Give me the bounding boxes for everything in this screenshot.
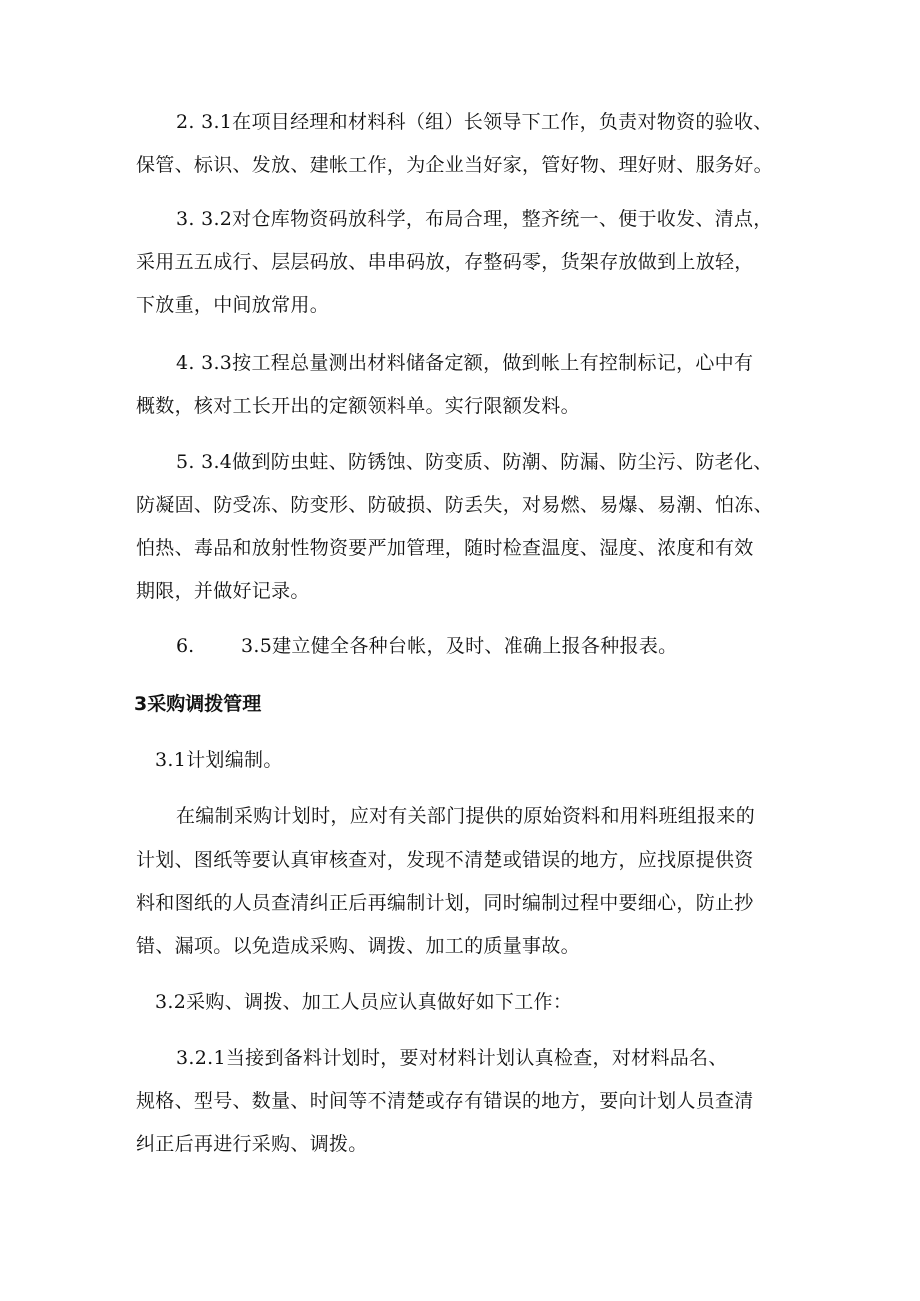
item-5-line-2: 防凝固、防受冻、防变形、防破损、防丢失，对易燃、易爆、易潮、怕冻、 [136, 494, 773, 516]
item-2-line-1: 2. 3.1在项目经理和材料科（组）长领导下工作，负责对物资的验收、 [176, 111, 773, 133]
item-4-line-1: 4. 3.3按工程总量测出材料储备定额，做到帐上有控制标记，心中有 [176, 352, 754, 374]
plan-paragraph-line-3: 料和图纸的人员查清纠正后再编制计划，同时编制过程中要细心，防止抄 [136, 892, 754, 914]
procurement-paragraph-line-2: 规格、型号、数量、时间等不清楚或存有错误的地方，要向计划人员查清 [136, 1090, 754, 1112]
subsection-3-2-title: 3.2采购、调拨、加工人员应认真做好如下工作： [155, 991, 573, 1013]
item-5-line-4: 期限，并做好记录。 [136, 580, 310, 602]
item-3-line-2: 采用五五成行、层层码放、串串码放，存整码零，货架存放做到上放轻， [136, 251, 754, 273]
item-5-line-3: 怕热、毒品和放射性物资要严加管理，随时检查温度、湿度、浓度和有效 [136, 537, 754, 559]
item-6-number: 6. [176, 635, 195, 657]
subsection-3-1-title: 3.1计划编制。 [155, 749, 283, 771]
plan-paragraph-line-1: 在编制采购计划时，应对有关部门提供的原始资料和用料班组报来的 [176, 805, 756, 827]
plan-paragraph-line-2: 计划、图纸等要认真审核查对，发现不清楚或错误的地方，应找原提供资 [136, 849, 754, 871]
item-3-line-1: 3. 3.2对仓库物资码放科学，布局合理，整齐统一、便于收发、清点， [176, 208, 773, 230]
item-4-line-2: 概数，核对工长开出的定额领料单。实行限额发料。 [136, 395, 580, 417]
procurement-paragraph-line-1: 3.2.1当接到备料计划时，要对材料计划认真检查，对材料品名、 [176, 1047, 728, 1069]
item-2-line-2: 保管、标识、发放、建帐工作，为企业当好家，管好物、理好财、服务好。 [136, 154, 773, 176]
item-5-line-1: 5. 3.4做到防虫蛀、防锈蚀、防变质、防潮、防漏、防尘污、防老化、 [176, 451, 773, 473]
plan-paragraph-line-4: 错、漏项。以免造成采购、调拨、加工的质量事故。 [136, 935, 580, 957]
section-heading: 3采购调拨管理 [134, 693, 262, 715]
item-3-line-3: 下放重，中间放常用。 [136, 294, 330, 316]
item-6-text: 3.5建立健全各种台帐，及时、准确上报各种报表。 [241, 635, 678, 657]
procurement-paragraph-line-3: 纠正后再进行采购、调拨。 [136, 1133, 368, 1155]
